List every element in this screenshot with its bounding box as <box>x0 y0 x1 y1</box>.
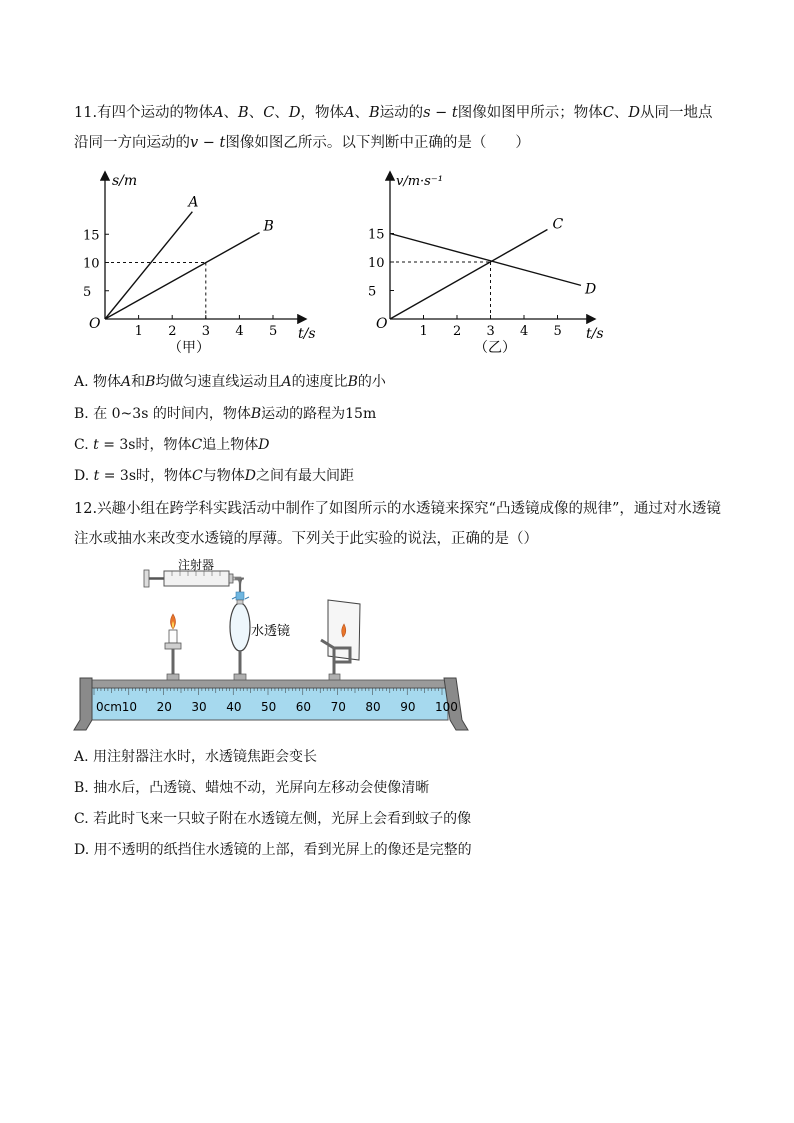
x-tick-label: 1 <box>419 324 428 339</box>
x-tick-label: 3 <box>201 324 211 339</box>
optical-bench <box>74 678 468 730</box>
water-lens <box>230 603 250 651</box>
question-11-stem: 11.有四个运动的物体A、B、C、D，物体A、B运动的s − t图像如图甲所示；物体C、D从同一地点沿同一方向运动的v − t图像如图乙所示。以下判断中正确的是（ ） <box>74 105 713 151</box>
lens-label: 水透镜 <box>251 624 291 639</box>
scale-label: 20 <box>156 700 172 714</box>
graph-caption: （甲） <box>168 340 210 356</box>
x-axis-label: t/s <box>586 326 604 342</box>
x-tick-label: 1 <box>134 324 143 339</box>
scale-label: 0cm <box>96 700 122 714</box>
scale-label: 10 <box>121 700 138 714</box>
line-A <box>105 212 192 319</box>
scale-label: 50 <box>261 700 277 714</box>
origin-label: O <box>89 316 101 332</box>
x-tick-label: 4 <box>235 324 244 339</box>
option-b[interactable]: B. 抽水后，凸透镜、蜡烛不动，光屏向左移动会使像清晰 <box>74 780 430 796</box>
y-tick-label: 10 <box>83 256 100 272</box>
option-d[interactable]: D. t = 3s时，物体C与物体D之间有最大间距 <box>74 468 354 484</box>
graph-caption: （乙） <box>474 340 516 356</box>
x-tick-label: 5 <box>269 324 278 339</box>
x-axis-label: t/s <box>298 326 316 342</box>
scale-label: 40 <box>226 700 242 714</box>
option-a[interactable]: A. 用注射器注水时，水透镜焦距会变长 <box>74 749 318 765</box>
question-number: 12. <box>74 501 98 517</box>
option-c[interactable]: C. t = 3s时，物体C追上物体D <box>74 437 270 453</box>
scale-label: 70 <box>330 700 346 714</box>
scale-label: 100 <box>435 700 458 714</box>
y-axis-label: s/m <box>112 173 138 189</box>
y-axis-label: v/m·s⁻¹ <box>396 174 443 189</box>
y-tick-label: 5 <box>83 284 92 300</box>
line-label-A: A <box>188 194 199 211</box>
candle <box>165 614 181 683</box>
syringe-label: 注射器 <box>178 558 215 572</box>
question-number: 11. <box>74 105 98 121</box>
origin-label: O <box>376 316 388 332</box>
y-tick-label: 15 <box>83 228 100 244</box>
y-tick-label: 5 <box>368 284 377 300</box>
option-b[interactable]: B. 在 0~3s 的时间内，物体B运动的路程为15m <box>74 406 377 422</box>
option-a[interactable]: A. 物体A和B均做匀速直线运动且A的速度比B的小 <box>74 374 386 390</box>
x-tick-label: 2 <box>453 324 462 339</box>
x-tick-label: 2 <box>168 324 177 339</box>
x-tick-label: 3 <box>486 324 495 339</box>
scale-label: 80 <box>365 700 381 714</box>
line-label-C: C <box>552 216 564 233</box>
x-tick-label: 5 <box>553 324 562 339</box>
option-d[interactable]: D. 用不透明的纸挡住水透镜的上部，看到光屏上的像还是完整的 <box>74 842 472 858</box>
optical-bench-figure <box>72 558 472 738</box>
question-12-stem: 12.兴趣小组在跨学科实践活动中制作了如图所示的水透镜来探究“凸透镜成像的规律”，通过对水透镜注水或抽水来改变水透镜的厚薄。下列关于此实验的说法，正确的是（） <box>74 501 721 547</box>
y-tick-label: 15 <box>368 227 385 243</box>
x-tick-label: 4 <box>520 324 529 339</box>
y-tick-label: 10 <box>368 256 385 271</box>
scale-label: 30 <box>191 700 207 714</box>
scale-label: 90 <box>400 700 416 714</box>
graph-yi <box>362 168 622 358</box>
line-label-D: D <box>584 281 597 298</box>
line-label-B: B <box>263 218 274 235</box>
graph-jia <box>80 168 330 358</box>
light-screen <box>321 600 360 683</box>
line-D <box>390 234 581 286</box>
option-c[interactable]: C. 若此时飞来一只蚊子附在水透镜左侧，光屏上会看到蚊子的像 <box>74 811 472 827</box>
line-B <box>105 233 260 319</box>
scale-label: 60 <box>295 700 312 714</box>
line-C <box>390 230 547 319</box>
syringe <box>144 570 244 596</box>
